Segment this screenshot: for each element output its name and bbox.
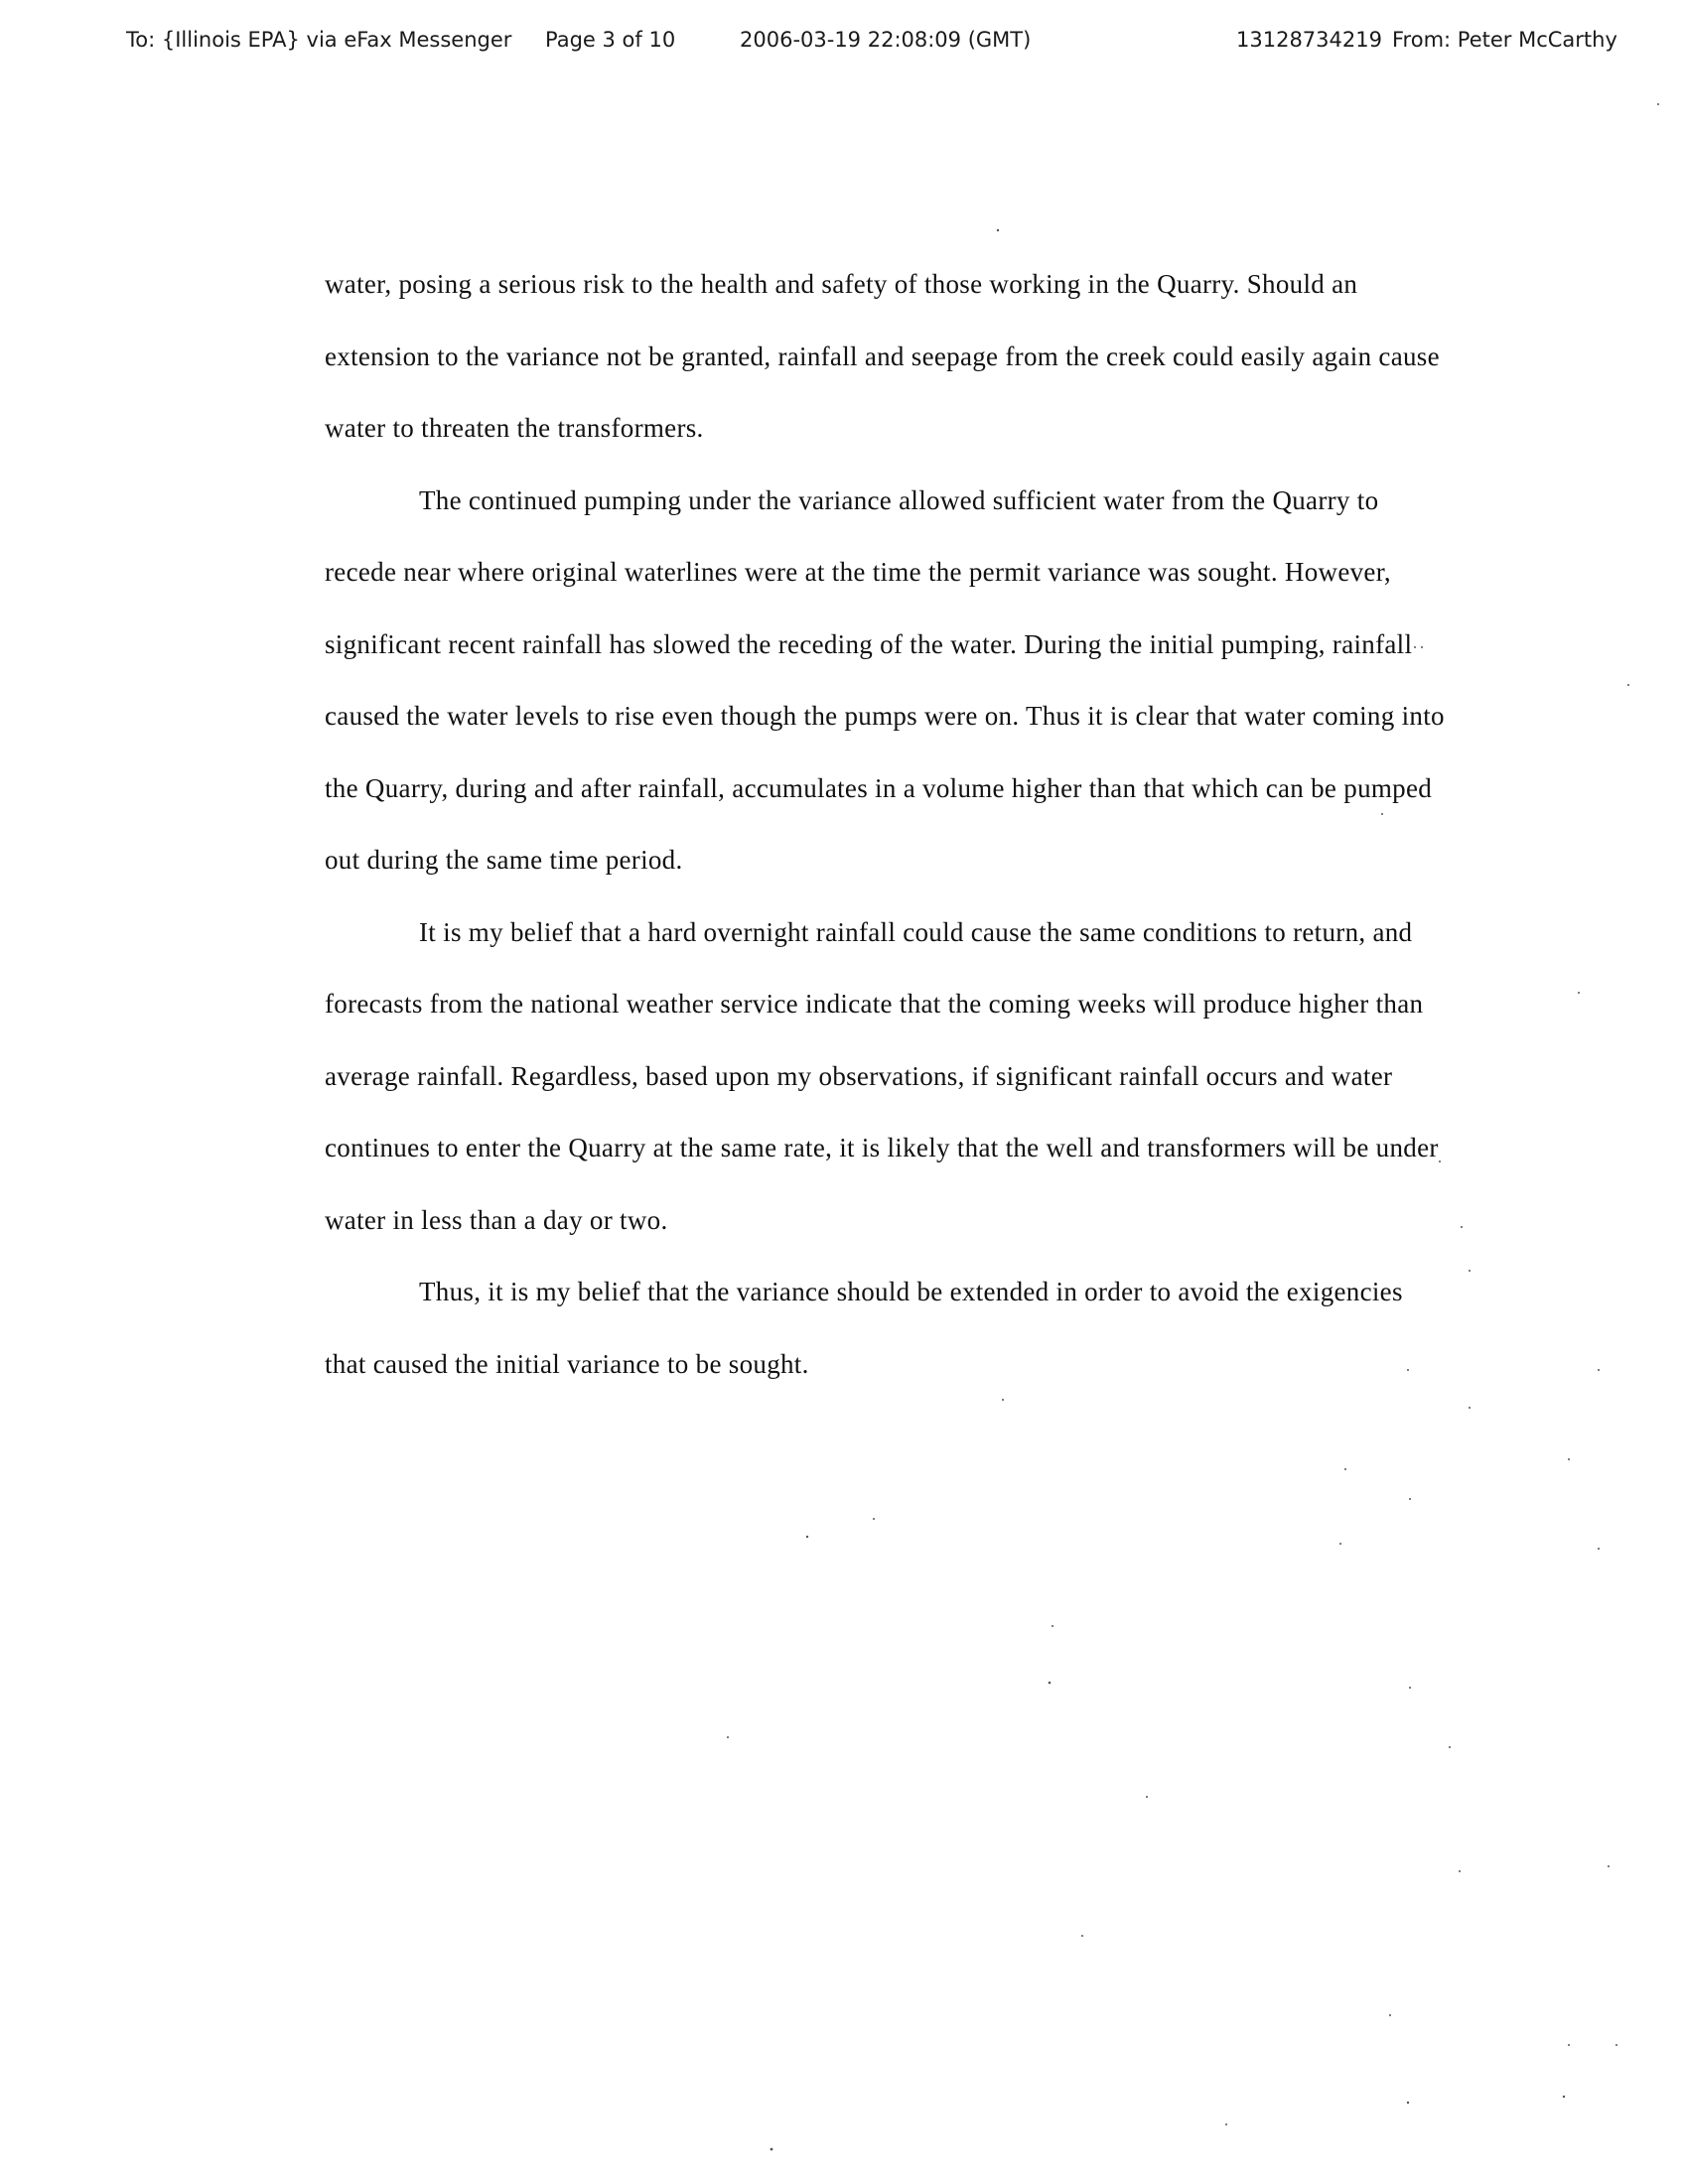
fax-recipient: To: {Illinois EPA} via eFax Messenger bbox=[126, 28, 512, 52]
paragraph-continuation: water, posing a serious risk to the health and safety of those working in the Quarry. Should an extension to the variance not be granted, rainfall and seepage from the creek could easily again cause water to threaten the transformers. bbox=[325, 269, 1440, 443]
document-body bbox=[325, 248, 1447, 1400]
fax-sender: From: Peter McCarthy bbox=[1392, 28, 1617, 52]
fax-phone-number: 13128734219 bbox=[1236, 28, 1382, 52]
paragraph-rainfall-belief: It is my belief that a hard overnight rainfall could cause the same conditions to return, and forecasts from the national weather service indicate that the coming weeks will produce higher than average rainfall. Regardless, based upon my observations, if significant rainfall occurs and water continues to enter the Quarry at the same rate, it is likely that the well and transformers will be under water in less than a day or two. bbox=[325, 916, 1439, 1235]
fax-timestamp: 2006-03-19 22:08:09 (GMT) bbox=[740, 28, 1032, 52]
fax-page-number: Page 3 of 10 bbox=[545, 28, 676, 52]
paragraph-pumping: The continued pumping under the variance allowed sufficient water from the Quarry to recede near where original waterlines were at the time the permit variance was sought. However, significant recent rainfall has slowed the receding of the water. During the initial pumping, rainfall caused the water levels to rise even though the pumps were on. Thus it is clear that water coming into the Quarry, during and after rainfall, accumulates in a volume higher than that which can be pumped out during the same time period. bbox=[325, 484, 1445, 875]
fax-header bbox=[0, 28, 1684, 60]
paragraph-conclusion: Thus, it is my belief that the variance should be extended in order to avoid the exigencies that caused the initial variance to be sought. bbox=[325, 1277, 1403, 1379]
